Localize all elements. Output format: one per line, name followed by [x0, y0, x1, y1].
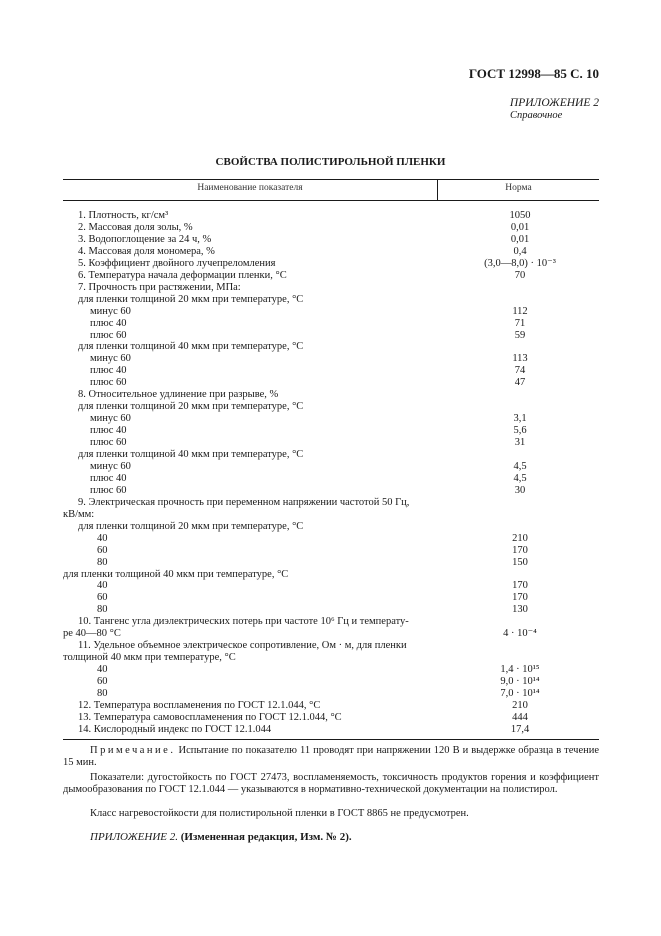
note-paragraph: [63, 745, 599, 769]
table-row: [0, 282, 661, 294]
row-label: 7. Прочность при растяжении, МПа:: [78, 281, 241, 293]
row-value: 0,01: [510, 233, 530, 245]
row-value: 30: [514, 484, 526, 496]
row-value: 0,4: [513, 245, 527, 257]
row-value: 71: [514, 317, 526, 329]
table-row: [0, 616, 661, 628]
table-row: [0, 664, 661, 676]
row-label: 80: [97, 688, 108, 699]
footer-amendment: [90, 831, 352, 843]
row-label: кВ/мм:: [63, 508, 95, 520]
table-row: [0, 545, 661, 557]
table-row: [0, 485, 661, 497]
row-value: 9,0 · 10¹⁴: [500, 676, 540, 688]
row-value: 3,1: [513, 413, 527, 425]
row-label: для пленки толщиной 20 мкм при температуре, °С: [78, 293, 304, 305]
table-row: [0, 413, 661, 425]
table-row: [0, 330, 661, 342]
row-label: 6. Температура начала деформации пленки, °С: [78, 269, 287, 281]
footer-text: (Измененная редакция, Изм. № 2).: [180, 831, 352, 843]
table-row: [0, 569, 661, 581]
row-value: 31: [514, 437, 526, 449]
table-row: [0, 533, 661, 545]
row-value: 0,01: [510, 221, 530, 233]
footer-label: ПРИЛОЖЕНИЕ 2.: [90, 831, 178, 843]
row-value: 7,0 · 10¹⁴: [500, 688, 540, 699]
row-label: для пленки толщиной 40 мкм при температуре, °С: [63, 568, 289, 580]
table-row: [0, 294, 661, 306]
table-row: [0, 210, 661, 222]
row-label: 2. Массовая доля золы, %: [78, 221, 193, 233]
table-row: [0, 377, 661, 389]
row-label: 80: [97, 604, 108, 616]
table-row: [0, 425, 661, 437]
row-label: плюс 60: [90, 329, 127, 341]
table-row: [0, 724, 661, 736]
row-value: 17,4: [510, 723, 530, 735]
row-label: для пленки толщиной 20 мкм при температуре, °С: [78, 520, 304, 532]
row-value: 113: [512, 353, 528, 365]
row-label: плюс 40: [90, 365, 127, 377]
row-label: 12. Температура воспламенения по ГОСТ 12.1.044, °С: [78, 699, 321, 711]
table-row: [0, 521, 661, 533]
table-top-rule: [63, 179, 599, 180]
row-value: 444: [512, 711, 528, 723]
row-value: 1050: [509, 210, 531, 221]
table-row: [0, 640, 661, 652]
table-col-name-header: Наименование показателя: [197, 183, 303, 193]
row-value: 59: [514, 329, 526, 341]
table-row: [0, 652, 661, 664]
row-label: 60: [97, 592, 108, 604]
row-label: 8. Относительное удлинение при разрыве, %: [78, 389, 279, 401]
row-label: толщиной 40 мкм при температуре, °С: [63, 652, 236, 664]
table-row: [0, 365, 661, 377]
table-row: [0, 270, 661, 282]
table-row: [0, 389, 661, 401]
row-value: 130: [512, 604, 528, 616]
row-label: 3. Водопоглощение за 24 ч, %: [78, 233, 212, 245]
row-value: 170: [512, 544, 528, 556]
note-paragraph-2: Показатели: дугостойкость по ГОСТ 27473, воспламеняемость, токсичность продуктов горения и коэффициент дымообразования по ГОСТ 12.1.044 — указываются в нормативно-технической документации на полистирол.: [63, 772, 599, 795]
row-label: для пленки толщиной 20 мкм при температуре, °С: [78, 401, 304, 413]
table-row: [0, 712, 661, 724]
table-header-rule: [63, 200, 599, 201]
table-row: [0, 318, 661, 330]
row-value: 112: [512, 305, 528, 317]
note-paragraph-3: Класс нагревостойкости для полистирольной пленки в ГОСТ 8865 не предусмотрен.: [90, 808, 469, 819]
table-row: [0, 234, 661, 246]
appendix-label: ПРИЛОЖЕНИЕ 2: [509, 97, 599, 109]
table-row: [0, 473, 661, 485]
row-value: 4,5: [513, 472, 527, 484]
row-value: 170: [512, 580, 528, 592]
row-value: 74: [514, 365, 526, 377]
row-label: 10. Тангенс угла диэлектрических потерь при частоте 10⁶ Гц и температу-: [78, 616, 409, 628]
appendix-sublabel: Справочное: [510, 110, 563, 121]
row-value: 4,5: [513, 460, 527, 472]
row-label: плюс 60: [90, 484, 127, 496]
row-label: для пленки толщиной 40 мкм при температуре, °С: [78, 341, 304, 353]
table-row: [0, 246, 661, 258]
table-title: СВОЙСТВА ПОЛИСТИРОЛЬНОЙ ПЛЕНКИ: [215, 156, 446, 168]
row-label: 40: [97, 664, 108, 676]
page-header-title: ГОСТ 12998—85 С. 10: [468, 66, 599, 81]
table-row: [0, 401, 661, 413]
table-row: [0, 341, 661, 353]
table-row: [0, 258, 661, 270]
row-label: плюс 60: [90, 377, 127, 389]
row-value: (3,0—8,0) · 10⁻³: [484, 257, 556, 269]
row-label: минус 60: [90, 460, 131, 472]
table-row: [0, 557, 661, 569]
table-col-norm-header: Норма: [505, 183, 532, 193]
table-row: [0, 592, 661, 604]
row-label: 80: [97, 556, 108, 568]
table-row: [0, 437, 661, 449]
table-row: [0, 604, 661, 616]
row-value: 210: [512, 532, 528, 544]
table-row: [0, 509, 661, 521]
row-label: 1. Плотность, кг/см³: [78, 210, 169, 221]
row-value: 5,6: [513, 425, 527, 437]
table-row: [0, 700, 661, 712]
row-label: 40: [97, 532, 108, 544]
row-label: 13. Температура самовоспламенения по ГОСТ 12.1.044, °С: [78, 711, 342, 723]
row-label: минус 60: [90, 305, 131, 317]
table-row: [0, 580, 661, 592]
table-row: [0, 628, 661, 640]
row-label: 4. Массовая доля мономера, %: [78, 245, 215, 257]
row-label: плюс 60: [90, 437, 127, 449]
table-row: [0, 306, 661, 318]
table-row: [0, 222, 661, 234]
row-value: 150: [512, 556, 528, 568]
row-label: 60: [97, 544, 108, 556]
row-label: 60: [97, 676, 108, 688]
row-value: 210: [512, 699, 528, 711]
row-label: 11. Удельное объемное электрическое сопротивление, Ом · м, для пленки: [78, 640, 407, 652]
row-label: плюс 40: [90, 472, 127, 484]
table-row: [0, 688, 661, 700]
row-value: 4 · 10⁻⁴: [503, 628, 537, 640]
row-label: 9. Электрическая прочность при переменном напряжении частотой 50 Гц,: [78, 496, 410, 508]
table-bottom-rule: [63, 739, 599, 740]
note-label: Примечание.: [90, 745, 176, 756]
row-label: минус 60: [90, 353, 131, 365]
row-label: плюс 40: [90, 425, 127, 437]
table-row: [0, 676, 661, 688]
row-label: 5. Коэффициент двойного лучепреломления: [78, 257, 276, 269]
row-value: 1,4 · 10¹⁵: [500, 664, 540, 676]
row-label: 40: [97, 580, 108, 592]
row-value: 170: [512, 592, 528, 604]
table-row: [0, 461, 661, 473]
row-value: 70: [514, 269, 526, 281]
row-label: ре 40—80 °С: [63, 628, 121, 640]
row-label: 14. Кислородный индекс по ГОСТ 12.1.044: [78, 723, 272, 735]
table-row: [0, 449, 661, 461]
table-row: [0, 497, 661, 509]
row-label: плюс 40: [90, 317, 127, 329]
row-value: 47: [514, 377, 526, 389]
note-text: Испытание по показателю 11 проводят при напряжении 120 В и выдержке образца в течение 15 мин.: [63, 745, 600, 768]
table-row: [0, 353, 661, 365]
row-label: для пленки толщиной 40 мкм при температуре, °С: [78, 449, 304, 460]
row-label: минус 60: [90, 413, 131, 425]
